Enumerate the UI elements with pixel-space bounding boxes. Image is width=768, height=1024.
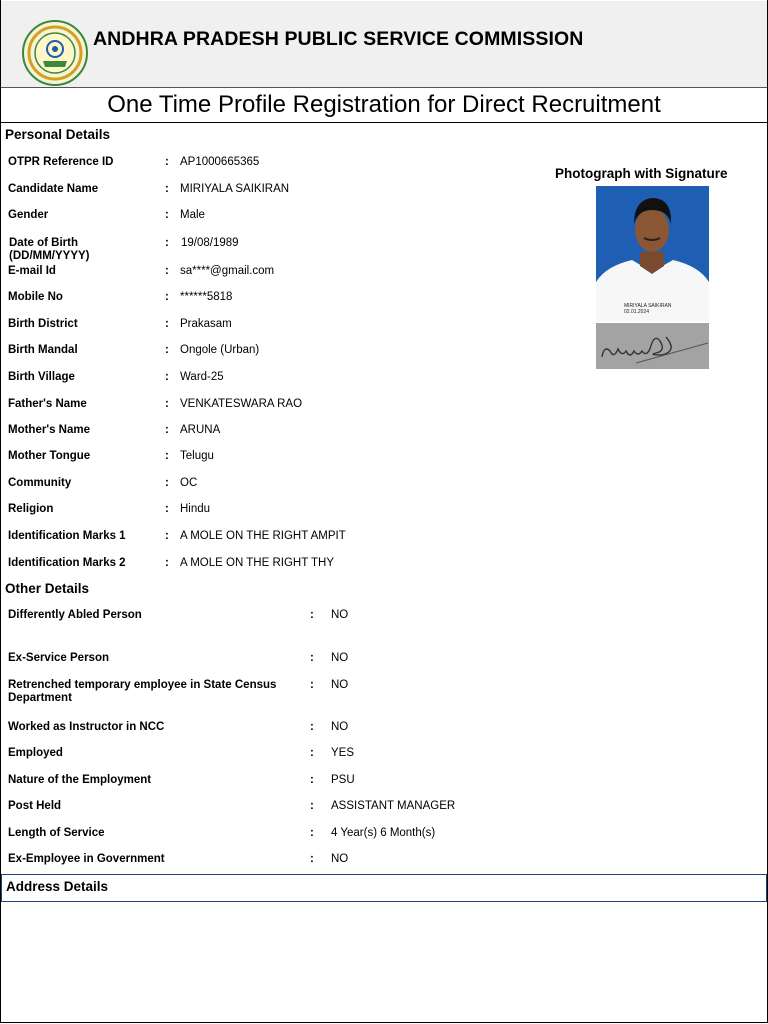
field-value: 4 Year(s) 6 Month(s): [331, 827, 436, 839]
field-identification-marks-2: [0, 557, 560, 577]
separator: :: [165, 424, 169, 436]
field-label: Differently Abled Person: [8, 609, 142, 621]
separator: :: [310, 853, 314, 865]
separator: :: [165, 503, 169, 515]
separator: :: [310, 800, 314, 812]
field-identification-marks-1: [0, 530, 560, 550]
field-retrenched-employee: [0, 679, 560, 707]
section-title: Address Details: [6, 879, 109, 894]
section-other-details: Other Details: [5, 581, 90, 596]
field-label: Date of Birth (DD/MM/YYYY): [9, 237, 90, 262]
field-mother-tongue: [0, 450, 560, 470]
field-birth-village: [0, 371, 560, 391]
field-label: Mobile No: [8, 291, 63, 303]
field-ex-service: [0, 652, 560, 672]
field-label: Community: [8, 477, 72, 489]
field-label: Employed: [8, 747, 63, 759]
field-label: Identification Marks 2: [8, 557, 126, 569]
field-label: Length of Service: [8, 827, 105, 839]
person-silhouette-icon: [596, 186, 709, 322]
separator: :: [165, 450, 169, 462]
emblem-logo: [21, 19, 89, 87]
separator: :: [165, 291, 169, 303]
field-length-of-service: [0, 827, 560, 847]
field-value: A MOLE ON THE RIGHT THY: [180, 557, 335, 569]
field-value: PSU: [331, 774, 355, 786]
field-value: NO: [331, 853, 349, 865]
field-label: Father's Name: [8, 398, 87, 410]
header: [1, 1, 767, 88]
field-label: Candidate Name: [8, 183, 99, 195]
field-value: NO: [331, 721, 349, 733]
separator: :: [165, 183, 169, 195]
field-label: E-mail Id: [8, 265, 56, 277]
field-value: NO: [331, 609, 349, 621]
field-birth-mandal: [0, 344, 560, 364]
field-value: NO: [331, 652, 349, 664]
candidate-photo: [596, 186, 709, 322]
field-value: YES: [331, 747, 355, 759]
field-value: Ward-25: [180, 371, 224, 383]
field-value: NO: [331, 679, 349, 691]
org-name: ANDHRA PRADESH PUBLIC SERVICE COMMISSION: [93, 28, 584, 50]
field-value: ******5818: [180, 291, 233, 303]
field-candidate-name: [0, 183, 560, 203]
section-personal-details: Personal Details: [5, 127, 111, 142]
separator: :: [165, 265, 169, 277]
field-label: Nature of the Employment: [8, 774, 152, 786]
separator: :: [165, 237, 169, 249]
separator: :: [310, 774, 314, 786]
field-value: Hindu: [180, 503, 211, 515]
field-value: Telugu: [180, 450, 214, 462]
field-value: Male: [180, 209, 205, 221]
field-mothers-name: [0, 424, 560, 444]
field-mobile: [0, 291, 560, 311]
field-label: Mother Tongue: [8, 450, 91, 462]
separator: :: [165, 318, 169, 330]
field-value: Ongole (Urban): [180, 344, 260, 356]
field-otpr-id: [0, 156, 560, 176]
separator: :: [310, 609, 314, 621]
field-birth-district: [0, 318, 560, 338]
candidate-signature: [596, 323, 709, 369]
field-label: Birth Village: [8, 371, 75, 383]
separator: :: [165, 156, 169, 168]
field-label: OTPR Reference ID: [8, 156, 114, 168]
field-differently-abled: [0, 609, 560, 629]
field-label: Birth Mandal: [8, 344, 78, 356]
separator: :: [310, 747, 314, 759]
field-value: VENKATESWARA RAO: [180, 398, 303, 410]
separator: :: [310, 827, 314, 839]
field-value: ARUNA: [180, 424, 221, 436]
field-label: Birth District: [8, 318, 78, 330]
signature-icon: [596, 323, 709, 369]
field-label: Religion: [8, 503, 54, 515]
separator: :: [165, 371, 169, 383]
separator: :: [310, 652, 314, 664]
field-label: Identification Marks 1: [8, 530, 126, 542]
field-label: Ex-Service Person: [8, 652, 110, 664]
field-label: Worked as Instructor in NCC: [8, 721, 165, 733]
separator: :: [310, 721, 314, 733]
section-address-details: [1, 874, 767, 902]
field-community: [0, 477, 560, 497]
field-value: Prakasam: [180, 318, 232, 330]
field-label: Post Held: [8, 800, 62, 812]
separator: :: [165, 209, 169, 221]
field-value: ASSISTANT MANAGER: [331, 800, 456, 812]
field-value: 19/08/1989: [181, 237, 239, 249]
field-fathers-name: [0, 398, 560, 418]
field-employed: [0, 747, 560, 767]
field-value: AP1000665365: [180, 156, 260, 168]
field-value: OC: [180, 477, 198, 489]
separator: :: [165, 344, 169, 356]
field-value: sa****@gmail.com: [180, 265, 275, 277]
field-value: A MOLE ON THE RIGHT AMPIT: [180, 530, 346, 542]
separator: :: [165, 530, 169, 542]
field-label: Retrenched temporary employee in State Census Department: [8, 679, 277, 704]
field-date-of-birth: [0, 237, 560, 265]
separator: :: [165, 557, 169, 569]
field-ncc-instructor: [0, 721, 560, 741]
field-email: [0, 265, 560, 285]
field-ex-employee-government: [0, 853, 560, 873]
page-title: One Time Profile Registration for Direct Recruitment: [107, 91, 661, 118]
field-label: Ex-Employee in Government: [8, 853, 165, 865]
field-religion: [0, 503, 560, 523]
separator: :: [165, 398, 169, 410]
separator: :: [310, 679, 314, 691]
field-post-held: [0, 800, 560, 820]
field-label: Gender: [8, 209, 49, 221]
field-nature-of-employment: [0, 774, 560, 794]
separator: :: [165, 477, 169, 489]
photo-stamp: MIRIYALA SAIKIRAN 02.01.2024: [624, 303, 672, 315]
field-gender: [0, 209, 560, 229]
title-bar: [1, 88, 767, 123]
field-value: MIRIYALA SAIKIRAN: [180, 183, 290, 195]
field-label: Mother's Name: [8, 424, 90, 436]
photo-caption: Photograph with Signature: [555, 166, 728, 181]
